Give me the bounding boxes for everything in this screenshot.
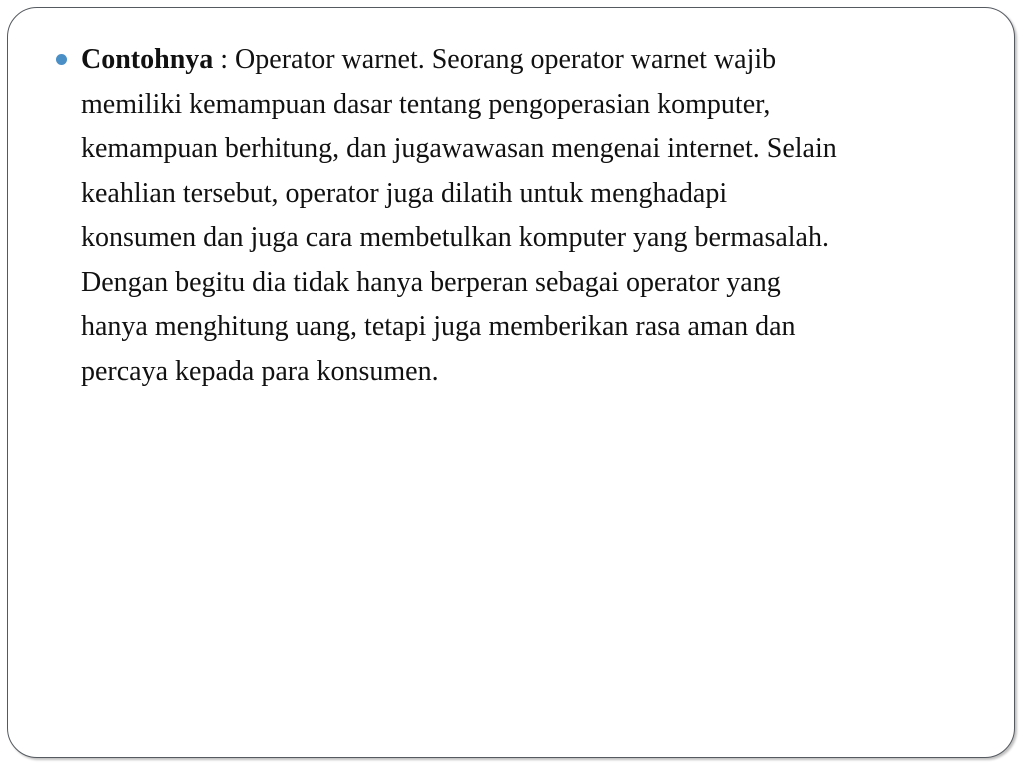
bullet-text-line: memiliki kemampuan dasar tentang pengoperasian komputer, [81, 88, 771, 120]
bullet-text-line: keahlian tersebut, operator juga dilatih untuk menghadapi [81, 177, 728, 209]
bullet-dot-icon [56, 54, 67, 65]
bullet-item [81, 38, 981, 394]
bullet-text-line: Dengan begitu dia tidak hanya berperan sebagai operator yang [81, 266, 781, 298]
bullet-term: Contohnya [81, 44, 214, 75]
bullet-text-line: percaya kepada para konsumen. [81, 355, 439, 387]
bullet-separator: : [213, 44, 236, 75]
bullet-text-line: kemampuan berhitung, dan jugawawasan mengenai internet. Selain [81, 133, 837, 164]
bullet-text-line: hanya menghitung uang, tetapi juga memberikan rasa aman dan [81, 311, 796, 342]
bullet-list [81, 38, 981, 394]
bullet-text-line: Operator warnet. Seorang operator warnet wajib [235, 44, 777, 75]
bullet-text-line: konsumen dan juga cara membetulkan komputer yang bermasalah. [81, 222, 829, 253]
slide-frame [7, 7, 1015, 758]
